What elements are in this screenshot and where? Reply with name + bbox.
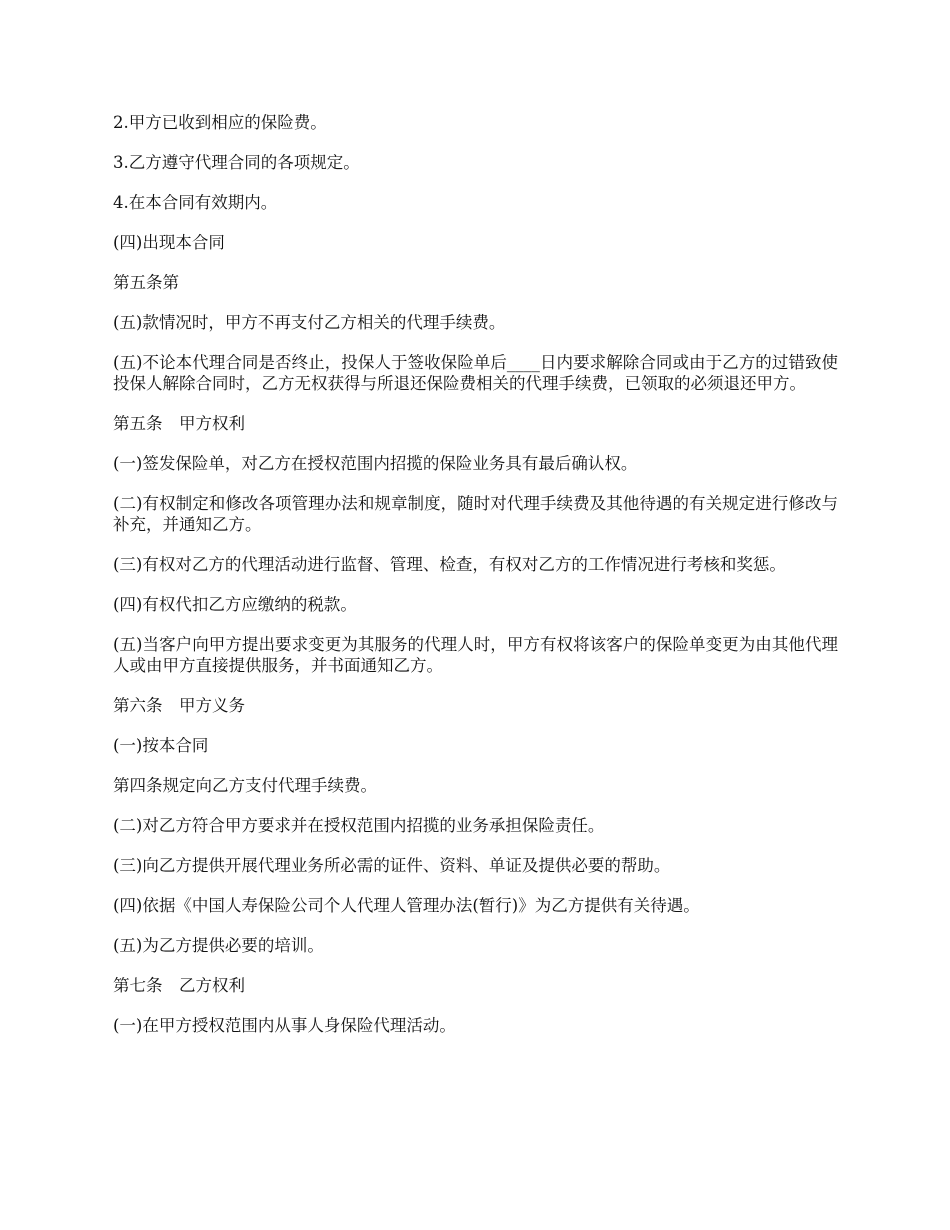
paragraph-19: (四)依据《中国人寿保险公司个人代理人管理办法(暂行)》为乙方提供有关待遇。 [113, 896, 700, 915]
paragraph-18: (三)向乙方提供开展代理业务所必需的证件、资料、单证及提供必要的帮助。 [113, 856, 671, 875]
document-body [113, 112, 838, 1055]
paragraph-9: (一)签发保险单，对乙方在授权范围内招揽的保险业务具有最后确认权。 [113, 454, 638, 473]
paragraph-7: (五)不论本代理合同是否终止，投保人于签收保险单后____日内要求解除合同或由于乙方的过错致使投保人解除合同时，乙方无权获得与所退还保险费相关的代理手续费，已领取的必须退还甲方。 [113, 353, 838, 393]
paragraph-16: 第四条规定向乙方支付代理手续费。 [113, 776, 377, 795]
paragraph-22: (一)在甲方授权范围内从事人身保险代理活动。 [113, 1016, 456, 1035]
article-5-heading: 第五条 甲方权利 [113, 414, 245, 433]
paragraph-11: (三)有权对乙方的代理活动进行监督、管理、检查，有权对乙方的工作情况进行考核和奖惩。 [113, 555, 786, 574]
paragraph-17: (二)对乙方符合甲方要求并在授权范围内招揽的业务承担保险责任。 [113, 816, 605, 835]
paragraph-15: (一)按本合同 [113, 736, 209, 755]
paragraph-6: (五)款情况时，甲方不再支付乙方相关的代理手续费。 [113, 313, 506, 332]
section-heading: 第五条第 [113, 273, 179, 292]
paragraph-3: 4.在本合同有效期内。 [113, 193, 278, 212]
paragraph-10: (二)有权制定和修改各项管理办法和规章制度，随时对代理手续费及其他待遇的有关规定进行修改与补充，并通知乙方。 [113, 494, 838, 534]
paragraph-13: (五)当客户向甲方提出要求变更为其服务的代理人时，甲方有权将该客户的保险单变更为由其他代理人或由甲方直接提供服务，并书面通知乙方。 [113, 635, 838, 675]
paragraph-4: (四)出现本合同 [113, 233, 225, 252]
article-7-heading: 第七条 乙方权利 [113, 976, 245, 995]
article-6-heading: 第六条 甲方义务 [113, 696, 245, 715]
paragraph-2: 3.乙方遵守代理合同的各项规定。 [113, 153, 360, 172]
paragraph-20: (五)为乙方提供必要的培训。 [113, 936, 324, 955]
paragraph-1: 2.甲方已收到相应的保险费。 [113, 113, 327, 132]
paragraph-12: (四)有权代扣乙方应缴纳的税款。 [113, 595, 357, 614]
